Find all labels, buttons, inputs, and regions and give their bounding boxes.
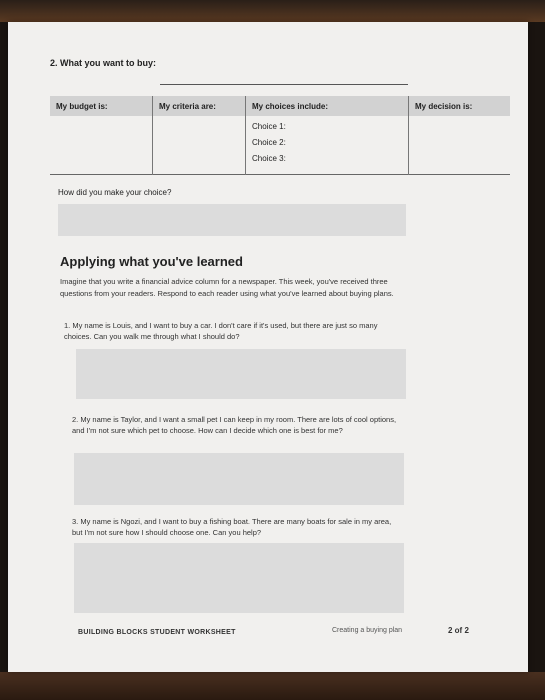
reader-question-2: 2. My name is Taylor, and I want a small pet I can keep in my room. There are lots of cool options, and I'm not sure which pet to choose. How can I decide which one is best for me? (72, 415, 397, 435)
answer-box-1[interactable] (76, 349, 406, 399)
buying-plan-table (50, 96, 510, 175)
question-2-label: 2. What you want to buy: (50, 58, 156, 68)
header-criteria: My criteria are: (153, 96, 246, 116)
choices-cell[interactable] (246, 116, 409, 175)
criteria-cell[interactable] (153, 116, 246, 175)
photo-background-bottom (0, 672, 545, 700)
header-budget: My budget is: (50, 96, 153, 116)
footer-topic: Creating a buying plan (332, 627, 403, 634)
header-choices: My choices include: (246, 96, 409, 116)
answer-box-3[interactable] (74, 543, 404, 613)
header-decision: My decision is: (409, 96, 511, 116)
answer-box-2[interactable] (74, 453, 404, 505)
reader-question-1: 1. My name is Louis, and I want to buy a car. I don't care if it's used, but there are just so many choices. Can you walk me through what I should do? (64, 321, 378, 341)
question-2-answer-line[interactable] (160, 84, 408, 85)
budget-cell[interactable] (50, 116, 153, 175)
reader-question-3: 3. My name is Ngozi, and I want to buy a fishing boat. There are many boats for sale in my area, but I'm not sure how I should choose one. Can you help? (72, 517, 392, 537)
table-header-row (50, 96, 510, 116)
how-choice-prompt: How did you make your choice? (58, 188, 172, 197)
table-row (50, 116, 510, 175)
applying-intro: Imagine that you write a financial advice column for a newspaper. This week, you've received three questions from your readers. Respond to each reader using what you've learned about buying plans. (60, 277, 394, 298)
choice-3-label: Choice 3: (252, 154, 286, 163)
decision-cell[interactable] (409, 116, 511, 175)
page-number: 2 of 2 (448, 626, 469, 635)
footer-worksheet-title: BUILDING BLOCKS STUDENT WORKSHEET (78, 629, 236, 636)
how-choice-answer-box[interactable] (58, 204, 406, 236)
choice-1-label: Choice 1: (252, 122, 286, 131)
photo-background-top (0, 0, 545, 22)
applying-heading: Applying what you've learned (60, 254, 243, 269)
choice-2-label: Choice 2: (252, 138, 286, 147)
